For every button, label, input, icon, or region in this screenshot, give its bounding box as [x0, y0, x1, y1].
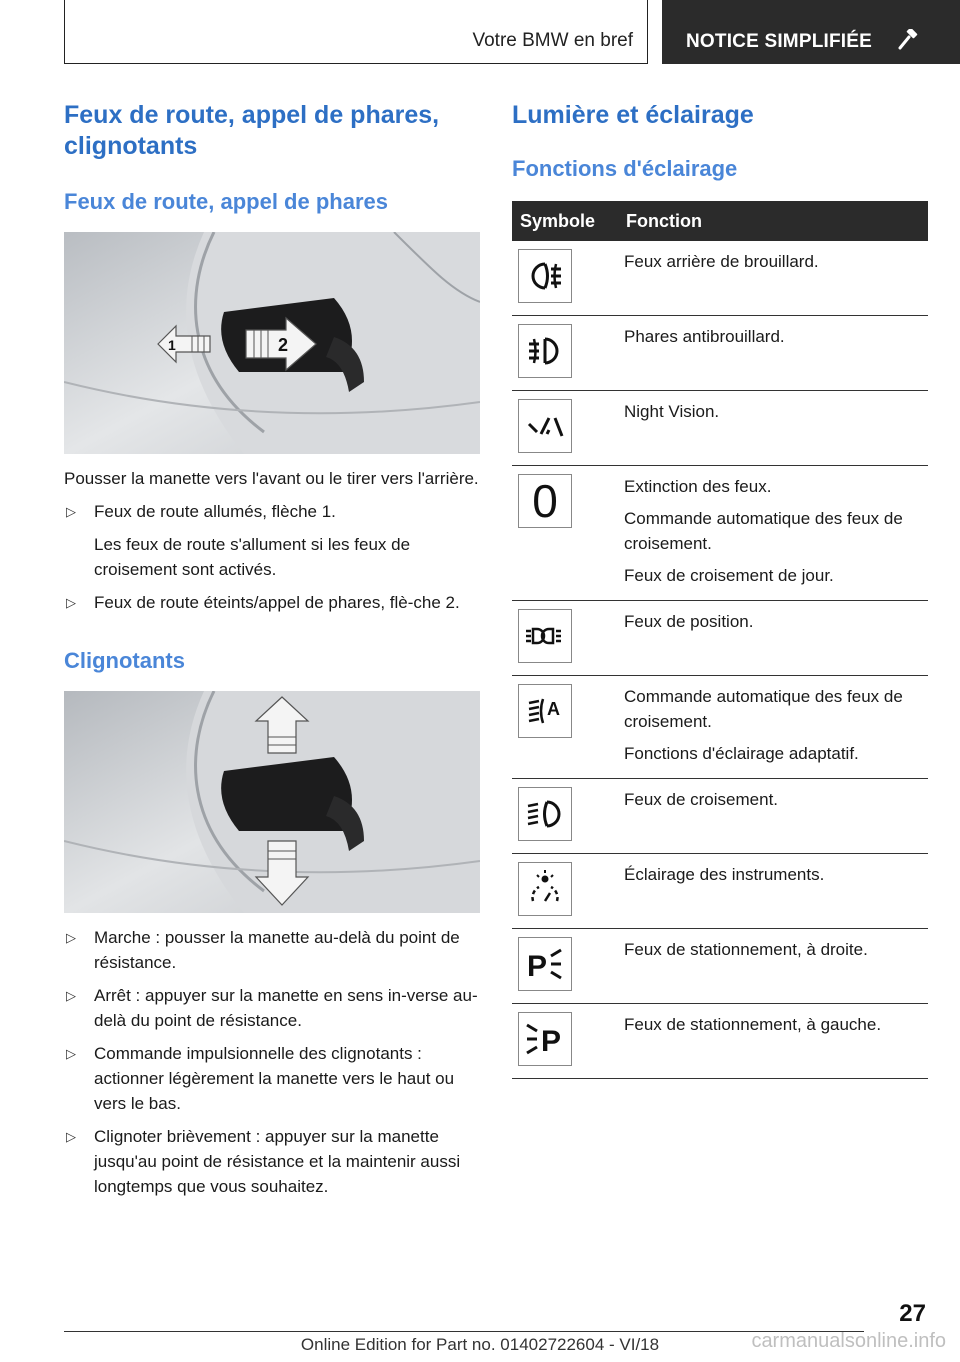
night-vision-icon: [518, 399, 572, 453]
chapter-tab: [662, 0, 960, 64]
chapter-title: NOTICE SIMPLIFIÉE: [686, 31, 873, 52]
subheading-lighting-functions: Fonctions d'éclairage: [512, 156, 738, 181]
column-header-function: Fonction: [618, 201, 928, 241]
section-tab: [64, 0, 648, 64]
page-header: [0, 0, 960, 66]
turn-signal-list: [64, 925, 482, 1199]
high-beam-list: [64, 499, 482, 615]
left-parking-light-icon: [518, 1012, 572, 1066]
lighting-functions-table: [512, 201, 928, 1079]
list-item: ▷ Clignoter brièvement : appuyer sur la manette jusqu'au point de résistance et la maintenir aussi longtemps que vous souhaitez.: [64, 1124, 482, 1199]
table-row: Phares antibrouillard.: [512, 316, 928, 391]
svg-text:A: A: [547, 699, 560, 719]
parking-lights-icon: [518, 609, 572, 663]
subheading-high-beam: Feux de route, appel de phares: [64, 189, 388, 214]
left-column: [64, 100, 482, 1207]
list-item: ▷ Feux de route allumés, flèche 1. Les feux de route s'allument si les feux de croisement sont activés.: [64, 499, 482, 582]
watermark: carmanualsonline.info: [751, 1330, 946, 1352]
table-row: A Commande automatique des feux de croisement. Fonctions d'éclairage adaptatif.: [512, 676, 928, 779]
section-heading: Feux de route, appel de phares, clignotants: [64, 101, 440, 160]
turn-signal-lever-image: [64, 691, 480, 913]
bullet-triangle-icon: ▷: [66, 1046, 76, 1061]
table-row: P Feux de stationnement, à gauche.: [512, 1004, 928, 1079]
list-item: ▷ Arrêt : appuyer sur la manette en sens in-verse au-delà du point de résistance.: [64, 983, 482, 1033]
right-column: [512, 100, 928, 1079]
svg-text:P: P: [541, 1025, 562, 1058]
section-title: Votre BMW en bref: [472, 30, 633, 51]
bullet-triangle-icon: ▷: [66, 595, 76, 610]
low-beam-icon: [518, 787, 572, 841]
footer-divider: [64, 1331, 864, 1332]
table-header-row: [512, 201, 928, 241]
auto-low-beam-icon: [518, 684, 572, 738]
table-row: P Feux de stationnement, à droite.: [512, 929, 928, 1004]
bullet-triangle-icon: ▷: [66, 1129, 76, 1144]
rear-fog-light-icon: [518, 249, 572, 303]
list-item: ▷ Commande impulsionnelle des clignotants : actionner légèrement la manette vers le haut ou vers le bas.: [64, 1041, 482, 1116]
instrument-lighting-icon: [518, 862, 572, 916]
right-parking-light-icon: [518, 937, 572, 991]
bullet-triangle-icon: ▷: [66, 930, 76, 945]
table-row: 0 Extinction des feux. Commande automatique des feux de croisement. Feux de croisement de jour.: [512, 466, 928, 601]
svg-text:P: P: [527, 950, 548, 983]
subheading-turn-signals: Clignotants: [64, 648, 185, 673]
front-fog-light-icon: [518, 324, 572, 378]
page-number: 27: [899, 1300, 926, 1327]
hammer-icon: [898, 29, 920, 56]
table-row: Feux de croisement.: [512, 779, 928, 854]
edition-text: Online Edition for Part no. 01402722604 - VI/18: [300, 1335, 660, 1354]
table-row: Night Vision.: [512, 391, 928, 466]
high-beam-instruction: Pousser la manette vers l'avant ou le tirer vers l'arrière.: [64, 469, 479, 488]
list-item: ▷ Feux de route éteints/appel de phares, flè-che 2.: [64, 590, 482, 615]
arrow-label-1: 1: [168, 337, 176, 353]
lights-off-icon: 0: [518, 474, 572, 528]
section-heading: Lumière et éclairage: [512, 101, 754, 129]
bullet-triangle-icon: ▷: [66, 504, 76, 519]
table-row: Éclairage des instruments.: [512, 854, 928, 929]
table-row: Feux de position.: [512, 601, 928, 676]
table-row: Feux arrière de brouillard.: [512, 241, 928, 316]
high-beam-lever-image: [64, 232, 480, 454]
bullet-triangle-icon: ▷: [66, 988, 76, 1003]
list-item: ▷ Marche : pousser la manette au-delà du point de résistance.: [64, 925, 482, 975]
column-header-symbol: Symbole: [512, 201, 618, 241]
arrow-label-2: 2: [278, 335, 289, 355]
